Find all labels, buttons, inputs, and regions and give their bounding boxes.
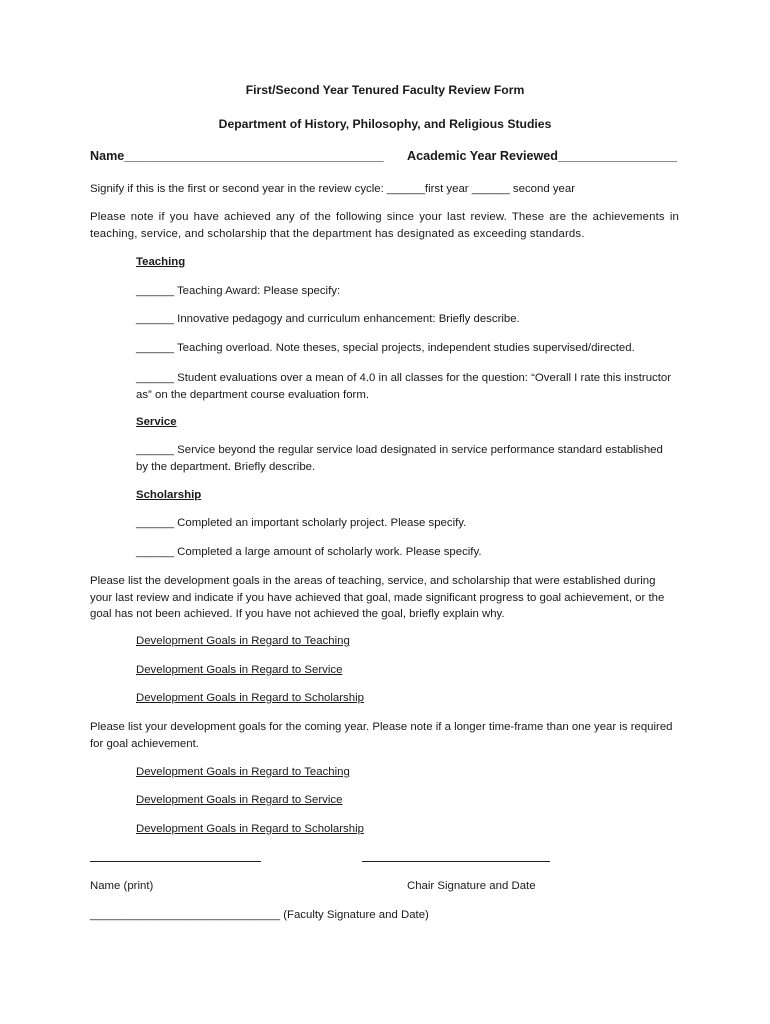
teaching-heading: Teaching (136, 256, 186, 268)
academic-year-field[interactable]: Academic Year Reviewed_________________ (407, 149, 678, 163)
past-goals-service-link[interactable]: Development Goals in Regard to Service (136, 664, 343, 676)
service-beyond-item[interactable]: ______ Service beyond the regular service load designated in service performance standard established by the department. Briefly describe. (136, 444, 663, 473)
scholarly-project-item[interactable]: ______ Completed an important scholarly project. Please specify. (136, 517, 467, 529)
future-goals-teaching-link[interactable]: Development Goals in Regard to Teaching (136, 766, 350, 778)
past-goals-scholarship-link[interactable]: Development Goals in Regard to Scholarship (136, 692, 364, 704)
chair-signature-line[interactable] (362, 861, 550, 862)
student-evaluations-item[interactable]: ______ Student evaluations over a mean of 4.0 in all classes for the question: “Overall I rate this instructor as” on the department course evaluation form. (136, 372, 672, 401)
past-goals-teaching-link[interactable]: Development Goals in Regard to Teaching (136, 635, 350, 647)
teaching-award-item[interactable]: ______ Teaching Award: Please specify: (136, 285, 341, 297)
past-goals-instructions: Please list the development goals in the areas of teaching, service, and scholarship that were established during your last review and indicate if you have achieved that goal, made significant progress to goal achievement, or the goal has not been achieved. If you have not achieved the goal, briefly explain why. (90, 575, 665, 620)
form-title: First/Second Year Tenured Faculty Review Form (245, 83, 525, 97)
service-heading: Service (136, 416, 177, 428)
department-heading: Department of History, Philosophy, and Religious Studies (218, 117, 552, 131)
future-goals-scholarship-link[interactable]: Development Goals in Regard to Scholarship (136, 823, 364, 835)
name-print-label: Name (print) (90, 880, 154, 892)
future-goals-service-link[interactable]: Development Goals in Regard to Service (136, 794, 343, 806)
scholarship-heading: Scholarship (136, 489, 202, 501)
future-goals-instructions: Please list your development goals for the coming year. Please note if a longer time-frame than one year is required for goal achievement. (90, 721, 673, 750)
intro-paragraph: Please note if you have achieved any of the following since your last review. These are the achievements in teaching, service, and scholarship that the department has designated as exceeding standards. (90, 211, 679, 240)
innovative-pedagogy-item[interactable]: ______ Innovative pedagogy and curriculum enhancement: Briefly describe. (136, 313, 520, 325)
faculty-signature-line[interactable]: ______________________________ (Faculty Signature and Date) (90, 909, 429, 921)
chair-signature-label: Chair Signature and Date (407, 880, 536, 892)
name-field[interactable]: Name_____________________________________ (90, 149, 384, 163)
scholarly-work-item[interactable]: ______ Completed a large amount of scholarly work. Please specify. (136, 546, 482, 558)
teaching-overload-item[interactable]: ______ Teaching overload. Note theses, special projects, independent studies supervised/directed. (136, 342, 635, 354)
review-cycle-selector[interactable]: Signify if this is the first or second year in the review cycle: ______first year ______ second year (90, 183, 575, 195)
name-print-signature-line[interactable] (90, 861, 261, 862)
